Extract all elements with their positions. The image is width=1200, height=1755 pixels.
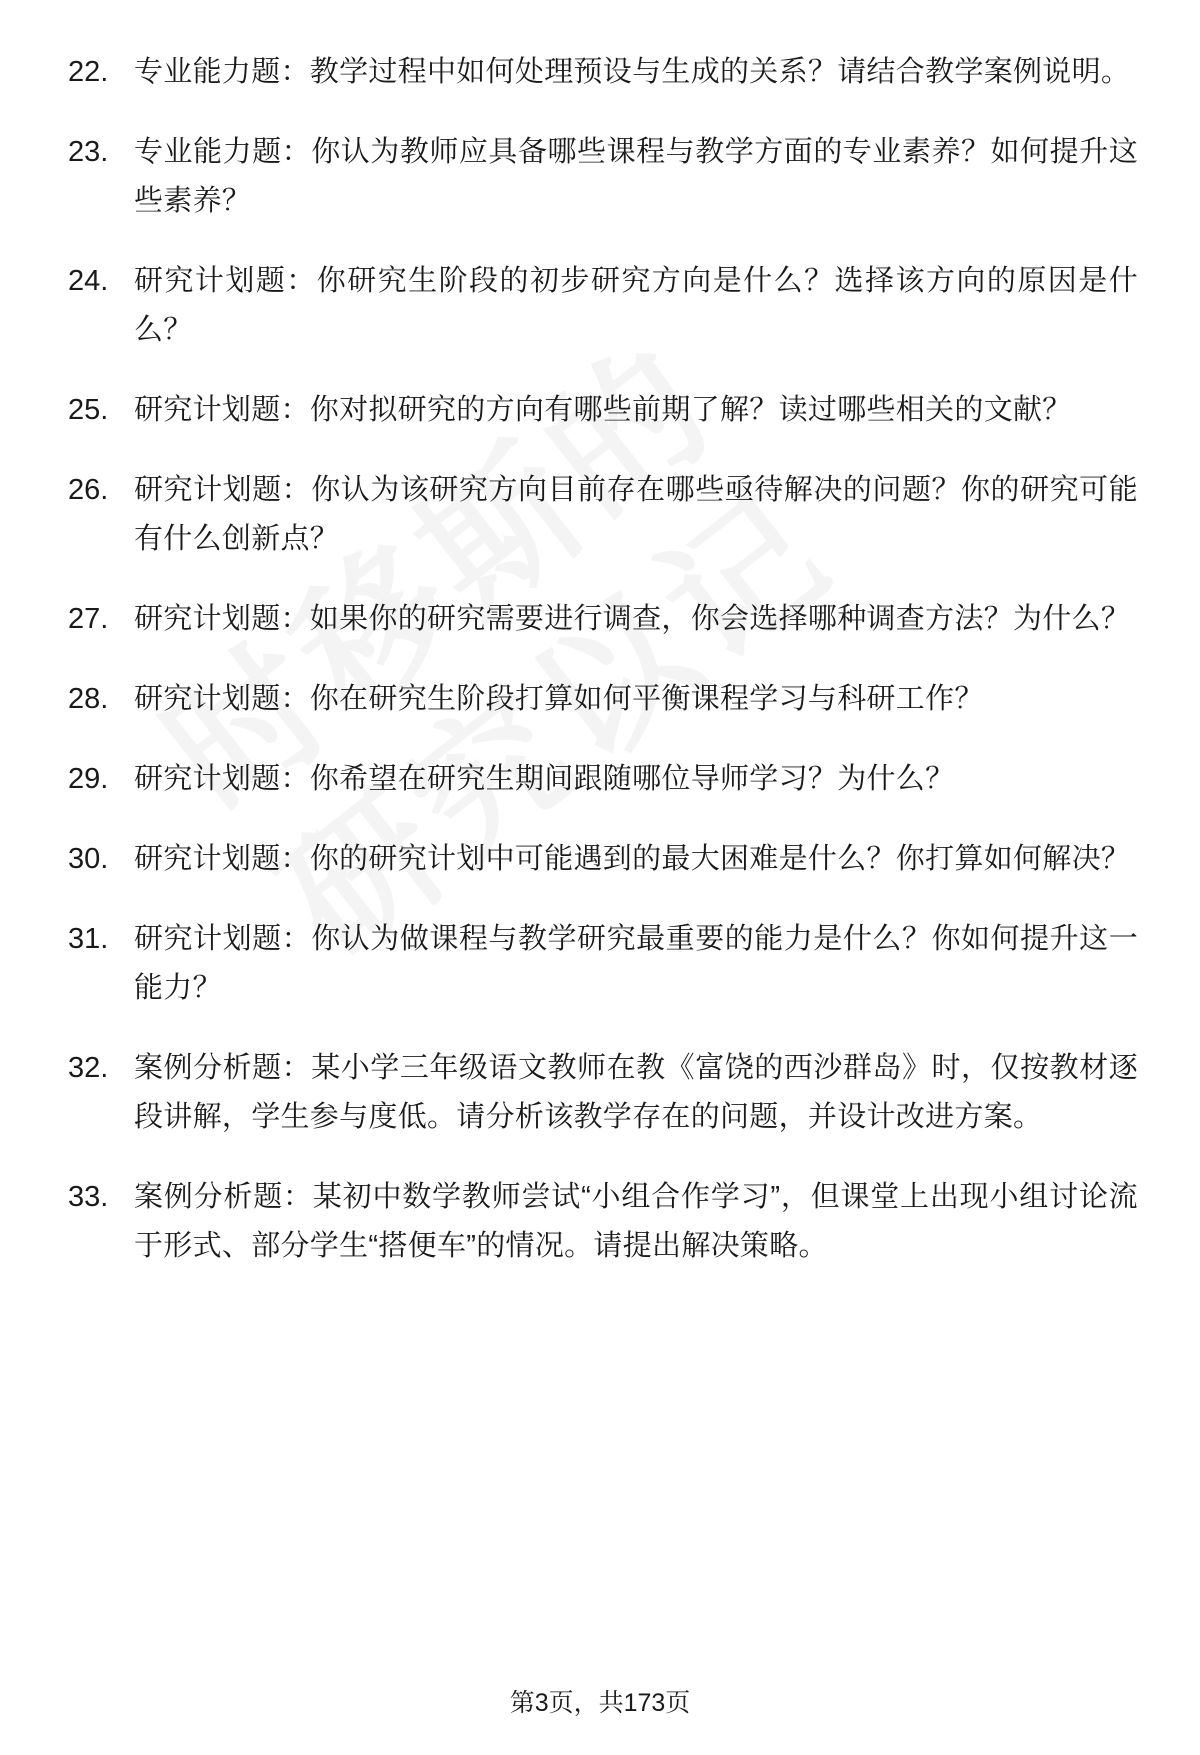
question-number: 24.	[68, 265, 109, 297]
question-number: 30.	[68, 843, 109, 875]
question-text: 研究计划题：你认为做课程与教学研究最重要的能力是什么？你如何提升这一能力？	[134, 923, 1138, 1004]
question-number: 25.	[68, 394, 109, 426]
question-item	[62, 48, 1138, 97]
question-number: 28.	[68, 683, 109, 715]
question-text: 专业能力题：教学过程中如何处理预设与生成的关系？请结合教学案例说明。	[134, 56, 1131, 88]
question-item	[62, 466, 1138, 564]
question-text: 案例分析题：某小学三年级语文教师在教《富饶的西沙群岛》时，仅按教材逐段讲解，学生参与度低。请分析该教学存在的问题，并设计改进方案。	[134, 1052, 1138, 1133]
question-number: 26.	[68, 474, 109, 506]
question-text: 专业能力题：你认为教师应具备哪些课程与教学方面的专业素养？如何提升这些素养？	[134, 136, 1138, 217]
question-item	[62, 595, 1138, 644]
question-text: 案例分析题：某初中数学教师尝试“小组合作学习”，但课堂上出现小组讨论流于形式、部分学生“搭便车”的情况。请提出解决策略。	[134, 1181, 1138, 1262]
question-text: 研究计划题：你希望在研究生期间跟随哪位导师学习？为什么？	[134, 763, 955, 795]
page-footer: 第3页，共173页	[509, 1689, 691, 1717]
question-text: 研究计划题：你研究生阶段的初步研究方向是什么？选择该方向的原因是什么？	[134, 265, 1138, 346]
question-number: 23.	[68, 136, 109, 168]
question-text: 研究计划题：你在研究生阶段打算如何平衡课程学习与科研工作？	[134, 683, 984, 715]
question-number: 22.	[68, 56, 109, 88]
question-list	[62, 48, 1138, 1271]
question-number: 29.	[68, 763, 109, 795]
question-text: 研究计划题：你的研究计划中可能遇到的最大困难是什么？你打算如何解决？	[134, 843, 1131, 875]
question-number: 31.	[68, 923, 109, 955]
question-item	[62, 755, 1138, 804]
question-item	[62, 835, 1138, 884]
question-item	[62, 386, 1138, 435]
question-item	[62, 915, 1138, 1013]
question-number: 27.	[68, 603, 109, 635]
question-number: 33.	[68, 1181, 109, 1213]
question-text: 研究计划题：你对拟研究的方向有哪些前期了解？读过哪些相关的文献？	[134, 394, 1072, 426]
question-item	[62, 128, 1138, 226]
question-item	[62, 1044, 1138, 1142]
question-item	[62, 1173, 1138, 1271]
question-text: 研究计划题：如果你的研究需要进行调查，你会选择哪种调查方法？为什么？	[134, 603, 1131, 635]
question-text: 研究计划题：你认为该研究方向目前存在哪些亟待解决的问题？你的研究可能有什么创新点？	[134, 474, 1138, 555]
question-item	[62, 257, 1138, 355]
question-number: 32.	[68, 1052, 109, 1084]
question-item	[62, 675, 1138, 724]
